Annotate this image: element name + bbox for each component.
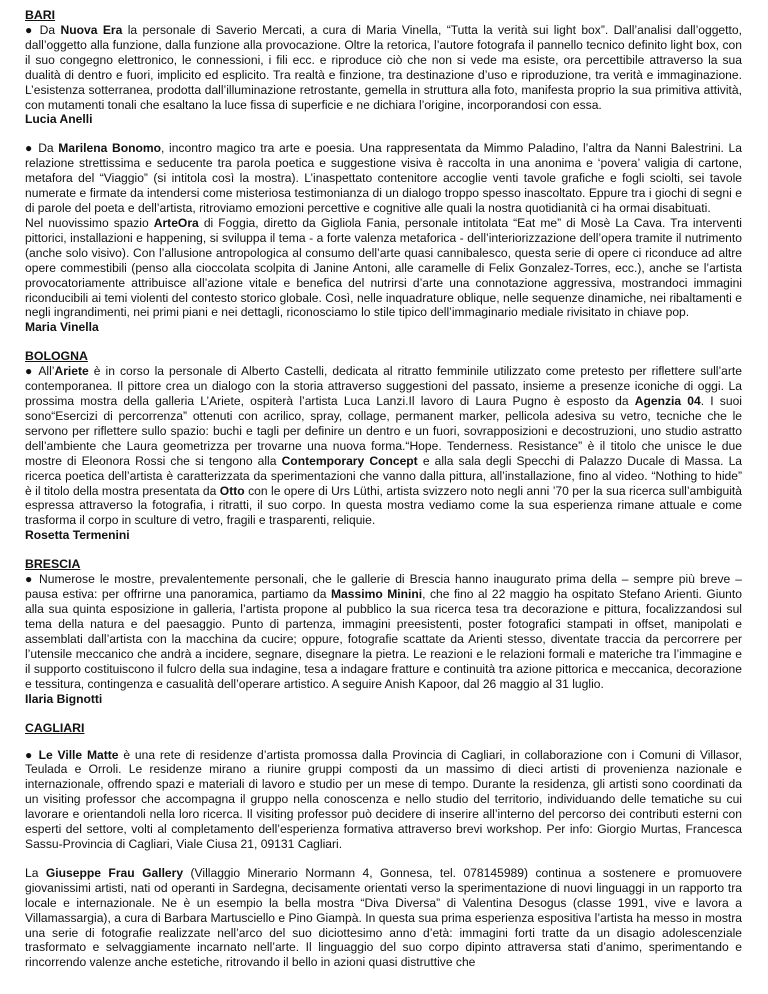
- author-signature: Maria Vinella: [25, 320, 99, 335]
- gallery-name: Agenzia 04: [634, 394, 701, 409]
- gallery-name: Marilena Bonomo: [58, 141, 162, 156]
- author-signature: Ilaria Bignotti: [25, 691, 103, 706]
- city-heading-bologna: BOLOGNA: [25, 349, 88, 364]
- gallery-name: Contemporary Concept: [281, 453, 418, 468]
- paragraph-ville-matte: ● Le Ville Matte è una rete di residenze d’artista promossa dalla Provincia di Cagliari, in collaborazione con i Comuni di Villasor, Teulada e Orroli. Le residenze mirano a riunire gruppi composti da un massimo di dieci artisti di provenienza nazionale e internazionale, offrendo spazi e materiali di lavoro e studio per un mese di tempo. Durante la residenza, gli artisti sono coordinati da un visiting professor che accompagna il gruppo nella conoscenza e nello studio del territorio, individuando delle tematiche su cui lavorare e orientandoli nella loro ricerca. Il visiting professor può decidere di inserire all’interno del percorso dei contributi esterni con esperti del settore, volti al completamento dell’esperienza formativa attraverso brevi workshop. Per info: Giorgio Murtas, Francesca Sassu-Provincia di Cagliari, Viale Ciusa 21, 09131 Cagliari.: [25, 747, 742, 851]
- paragraph-marilena-bonomo: ● Da Marilena Bonomo, incontro magico tra arte e poesia. Una rappresentata da Mimmo Paladino, l’altra da Nanni Balestrini. La relazione strettissima e seducente tra parola poetica e suggestione visiva è raccolta in una anonima e ‘povera’ valigia di cartone, metafora del “Viaggio” (si intitola così la mostra). L’inaspettato contenitore accoglie venti tavole grafiche e fogli sciolti, sei tavole numerate e firmate da intendersi come misteriosa testimonianza di un dialogo troppo spesso inascoltato. Eppure tra i giochi di segni e di parole del poeta e dell’artista, ritroviamo emozioni percettive e cognitive alle quali la nostra quotidianità ci ha ormai disabituati.: [25, 141, 742, 216]
- document-body: [25, 8, 742, 970]
- gallery-name: ArteOra: [153, 215, 199, 230]
- city-heading-cagliari: CAGLIARI: [25, 720, 85, 735]
- gallery-name: Nuova Era: [60, 23, 123, 37]
- gallery-name: Le Ville Matte: [38, 747, 119, 762]
- gallery-name: Massimo Minini: [330, 587, 423, 602]
- paragraph-arteora: Nel nuovissimo spazio ArteOra di Foggia, diretto da Gigliola Fania, personale intitolata “Eat me” di Mosè La Cava. Tra interventi pittorici, installazioni e happening, si sviluppa il tema - a forte valenza metaforica - dell’interiorizzazione dell’opera tramite il nutrimento (anche solo visivo). Con l’allusione antropologica al consumo dell’arte quasi cannibalesco, questa serie di opere ci riconduce ad altre opere commestibili (penso alla cioccolata scolpita di Janine Antoni, alle caramelle di Felix Gonzalez-Torres, ecc.), anche se l’artista provocatoriamente attribuisce all’azione vitale e benefica del nutrirsi d’arte una connotazione aggressiva, mostrandoci immagini riconducibili ai temi violenti del contesto storico globale. Così, nelle inquadrature oblique, nelle sequenze dinamiche, nei ribaltamenti e negli ingrandimenti, nei primi piani e nei dettagli, riconosciamo lo stile tipico dell’immaginario mediale rivisitato in chiave pop.: [25, 215, 742, 320]
- paragraph-bologna: ● All’Ariete è in corso la personale di Alberto Castelli, dedicata al ritratto femminile utilizzato come pretesto per riflettere sull’arte contemporanea. Il pittore crea un dialogo con la storia attraverso suggestioni del passato, insieme a presenze iconiche di oggi. La prossima mostra della galleria L’Ariete, ospiterà l’artista Luca Lanzi.Il lavoro di Laura Pugno è esposto da Agenzia 04. I suoi sono“Esercizi di percorrenza” ottenuti con acrilico, spray, collage, permanent marker, pellicola adesiva su vetro, tecniche che le servono per riflettere sullo spazio: buchi e tagli per definire un dentro e un fuori, sovrapposizioni e decostruzioni, uno studio astratto dell’ambiente che Laura geometrizza per trovarne una nuova forma.“Hope. Tenderness. Resistance” è il titolo che unisce le due mostre di Eleonora Rossi che si tengono alla Contemporary Concept e alla sala degli Specchi di Palazzo Ducale di Massa. La ricerca poetica dell’artista è caratterizzata da sperimentazioni che vanno dalla pittura, all’installazione, fino al video. “Nothing to hide” è il titolo della mostra presentata da Otto con le opere di Urs Lüthi, artista svizzero noto negli anni ’70 per la sua ricerca sull’ambiguità espressa attraverso la fotografia, i ritratti, il suo corpo. In questa mostra vediamo come la sua esperienza rimane attuale e come trasforma il corpo in sculture di vetro, fragili e trasparenti, reliquie.: [25, 364, 743, 528]
- paragraph-nuova-era: ● Da Nuova Era la personale di Saverio Mercati, a cura di Maria Vinella, “Tutta la verità sui light box”. Dall’analisi dall’oggetto, dall’oggetto alla funzione, dalla funzione alla provocazione. Oltre la retorica, l’autore fotografa il pannello tecnico definito light box, con il suo congegno elettronico, le connessioni, i fili ecc. e riproduce ciò che non si vede ma esiste, ora percettibile attraverso la sua dualità di dentro e fuori, implicito ed esplicito. Tra realtà e finzione, tra destinazione d’uso e riproduzione, tra verità e immaginazione. L’esistenza sotterranea, prodotta dall’illuminazione retrostante, gemella in struttura alla foto, manifesta proprio la sua primitiva attività, con mutamenti tonali che esaltano la luce fissa di superficie e ne dichiara l’origine, incorporandosi con essa.: [25, 23, 742, 112]
- gallery-name: Ariete: [54, 364, 89, 379]
- author-signature: Lucia Anelli: [25, 112, 93, 127]
- gallery-name: Otto: [219, 483, 245, 498]
- city-heading-brescia: BRESCIA: [25, 557, 81, 572]
- author-signature: Rosetta Termenini: [25, 528, 130, 543]
- paragraph-frau-gallery: La Giuseppe Frau Gallery (Villaggio Minerario Normann 4, Gonnesa, tel. 078145989) continua a sostenere e promuovere giovanissimi artisti, nati od operanti in Sardegna, decisamente orientati verso la sperimentazione di nuovi linguaggi in un rapporto tra locale e internazionale. Ne è un esempio la bella mostra “Diva Diversa” di Valentina Desogus (classe 1991, vive e lavora a Villamassargia), a cura di Barbara Martusciello e Pino Giampà. In questa sua prima esperienza espositiva l’artista ha messo in mostra una serie di fotografie realizzate nell’arco del suo diciottesimo anno d’età: immagini forti tratte da un disagio adolescenziale trasformato e selvaggiamente incarnato nell’arte. Il linguaggio del suo corpo dipinto attraversa stati d’animo, sperimentando e rincorrendo valenze anche estetiche, ritrovando il bello in azioni quasi distruttive che: [25, 865, 743, 970]
- city-heading-bari: BARI: [25, 8, 56, 22]
- gallery-name: Giuseppe Frau Gallery: [45, 865, 184, 880]
- paragraph-brescia: ● Numerose le mostre, prevalentemente personali, che le gallerie di Brescia hanno inaugurato prima della – sempre più breve – pausa estiva: per offrirne una panoramica, partiamo da Massimo Minini, che fino al 22 maggio ha ospitato Stefano Arienti. Giunto alla sua quinta esposizione in galleria, l’artista propone al pubblico la sua ricerca tesa tra decorazione e pittura, focalizzandosi sul tema della natura e del paesaggio. Punto di partenza, immagini preesistenti, poster fotografici stampati in offset, manipolati e assemblati dall’artista con la macchina da cucire; oppure, fotografie scattate da Arienti stesso, diventate traccia da percorrere per l’utensile meccanico che andrà a incidere, segnare, disegnare la pietra. Le reazioni e le relazioni formali e materiche tra l’immagine e il supporto costituiscono il fulcro della sua indagine, tesa a indagare fratture e continuità tra azione pittorica e meccanica, decorazione e tessitura, contingenza e casualità dell’operare artistico. A seguire Anish Kapoor, dal 26 maggio al 31 luglio.: [25, 572, 742, 691]
